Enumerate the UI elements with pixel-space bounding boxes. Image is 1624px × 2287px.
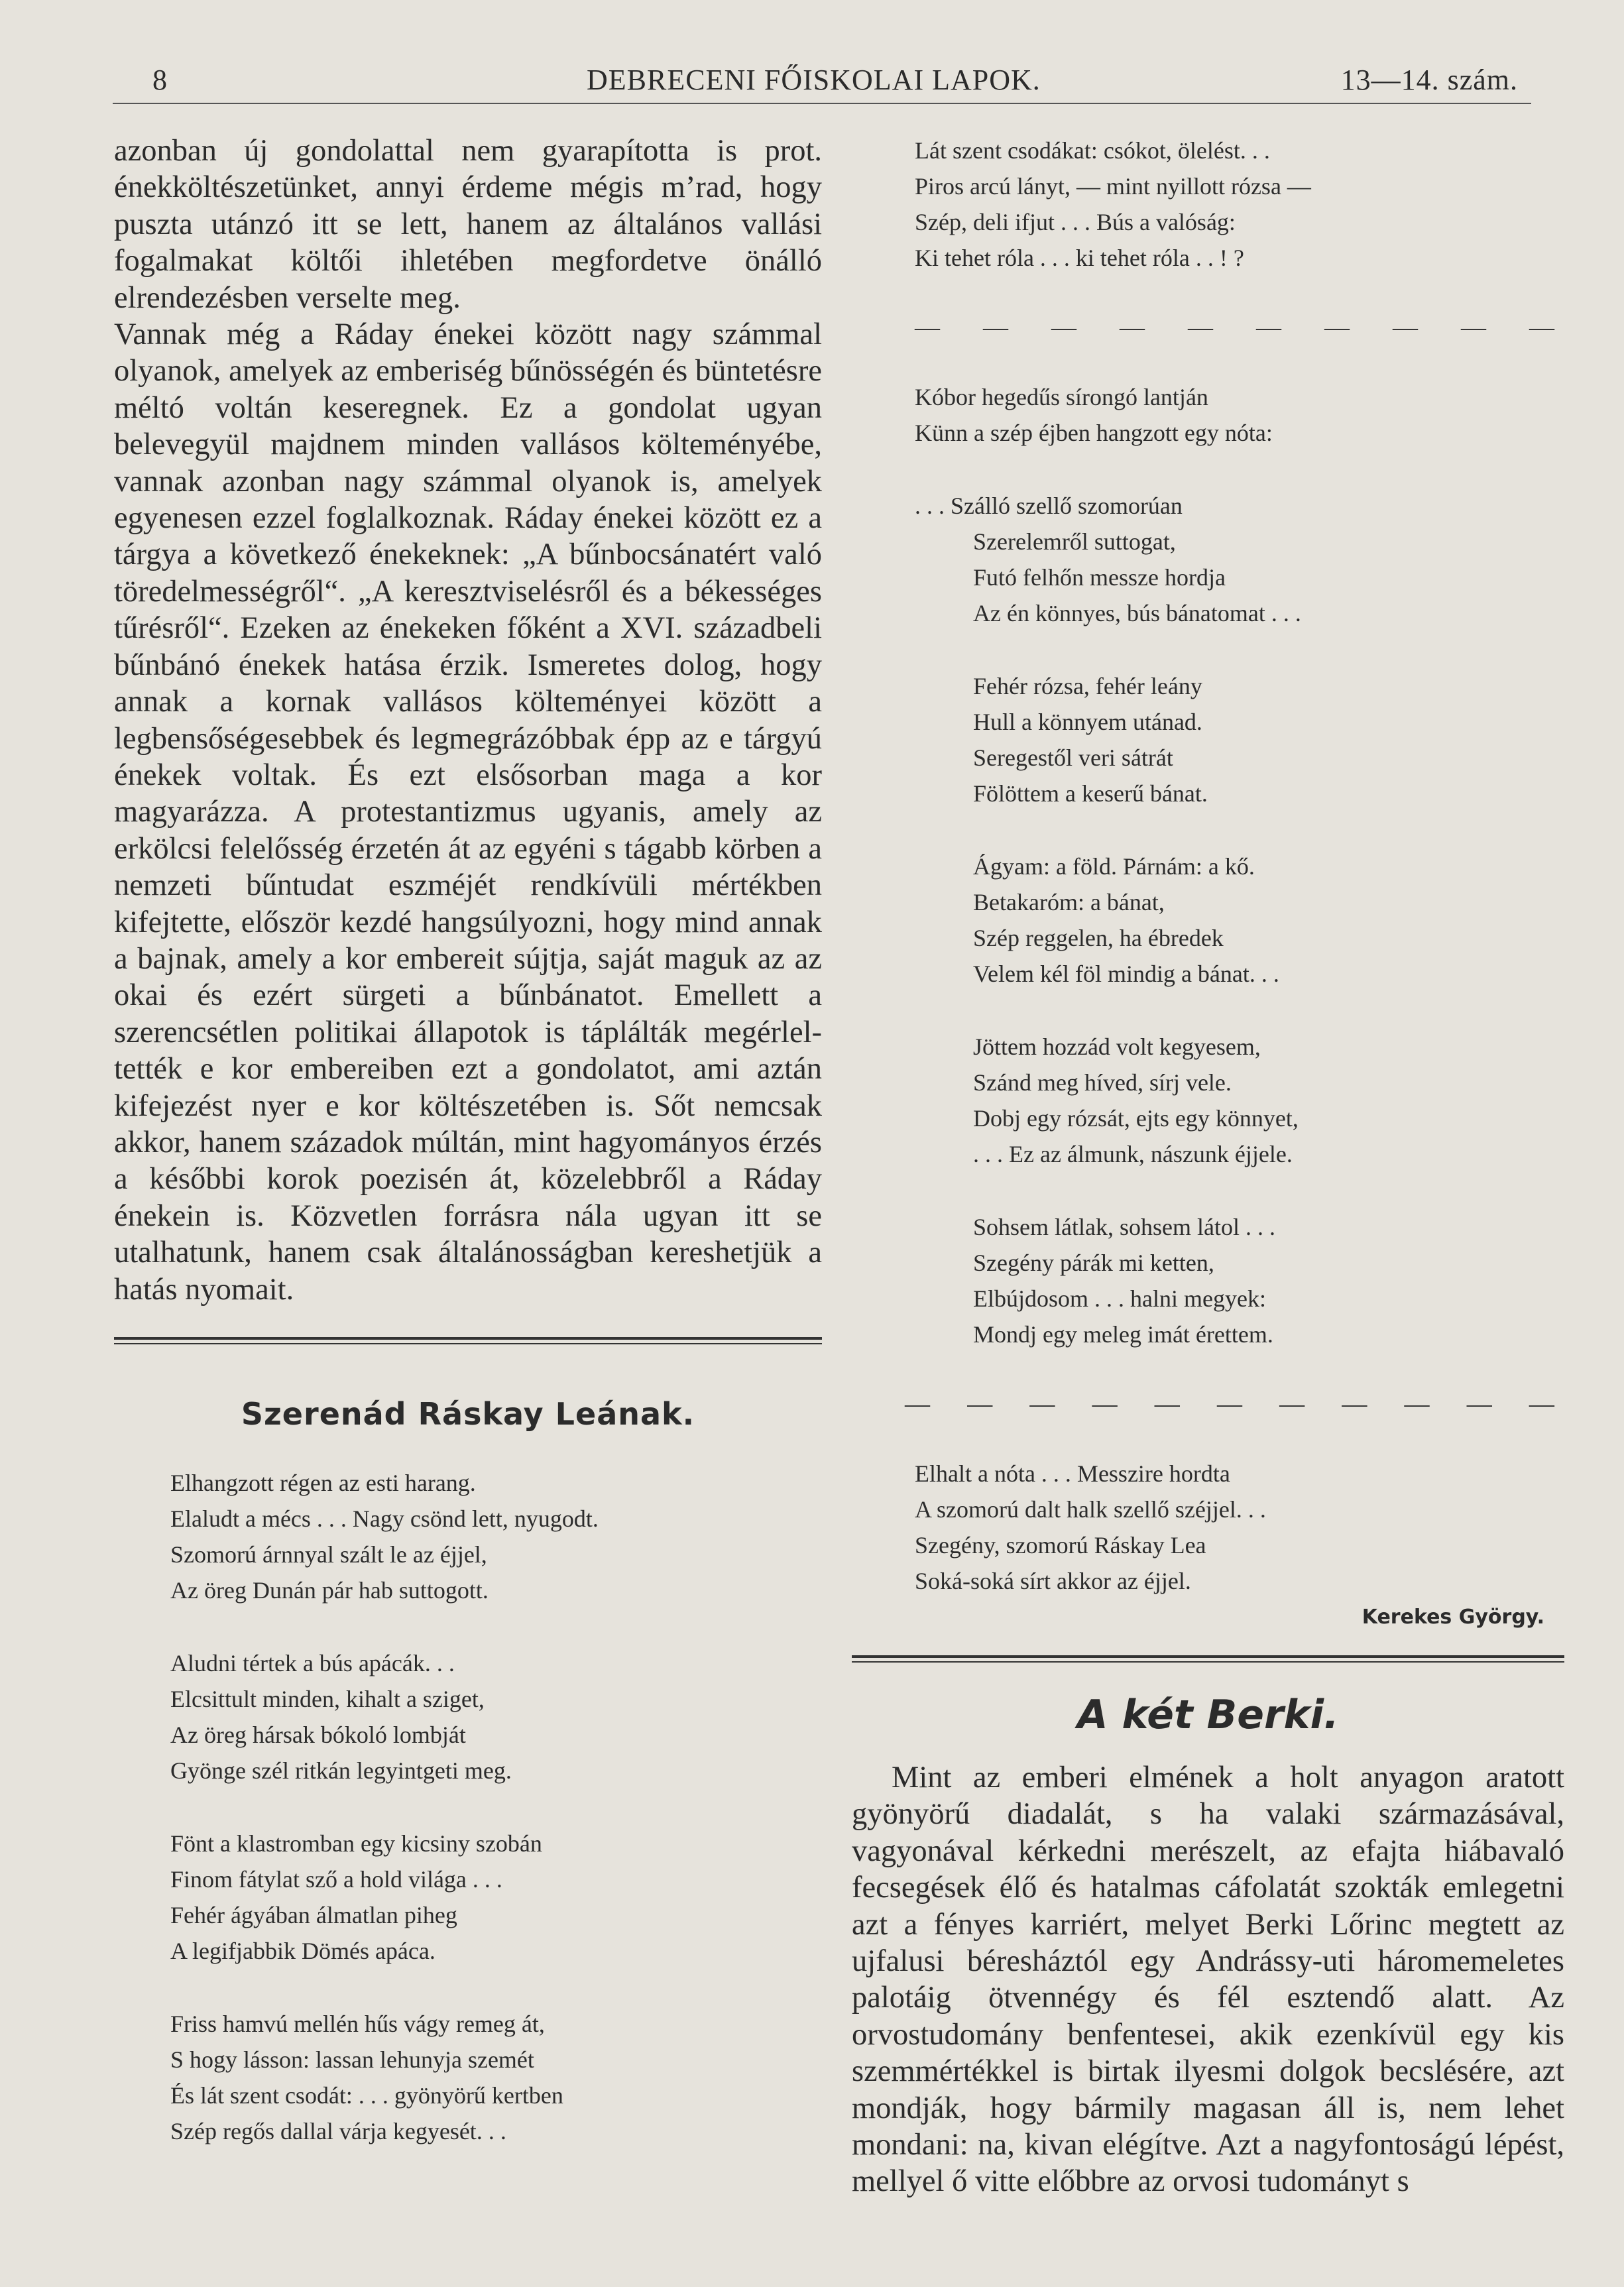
essay-paragraph: azonban új gondolattal nem gyarapította is prot. énekköltészetünket, annyi érdeme mégis m’rad, hogy puszta utánzó itt se lett, hanem az általános vallási fogalmakat költői ihletében megfordetve önálló elrendezésben verselte meg. (114, 134, 822, 315)
poem-stanza (170, 1465, 822, 1608)
dash: — (1279, 1390, 1305, 1418)
poem-line: Futó felhőn messze hordja (973, 564, 1226, 591)
poem-line: Elhangzott régen az esti harang. (170, 1470, 476, 1496)
poem-line: Künn a szép éjben hangzott egy nóta: (915, 420, 1273, 446)
poem-line: Elbújdosom . . . halni megyek: (973, 1285, 1266, 1312)
poem-line: Szép regős dallal várja kegyesét. . . (170, 2118, 506, 2144)
dash: — (1404, 1390, 1430, 1418)
poem-stanza (170, 1645, 822, 1789)
section-divider (114, 1337, 822, 1344)
poem-stanza (915, 133, 1564, 276)
poem-stanza (852, 488, 1564, 631)
poem-line: Friss hamvú mellén hűs vágy remeg át, (170, 2011, 545, 2037)
poem-line: Gyönge szél ritkán legyintgeti meg. (170, 1757, 512, 1784)
dash: — (1342, 1390, 1367, 1418)
poem-line: Lát szent csodákat: csókot, ölelést. . . (915, 137, 1270, 164)
dash: — (905, 1390, 930, 1418)
dash-separator (852, 1389, 1564, 1419)
page-number: 8 (152, 64, 168, 96)
poem-line: Az én könnyes, bús bánatomat . . . (973, 600, 1301, 626)
poem-line: Szegény, szomorú Ráskay Lea (915, 1532, 1206, 1558)
poem-line: Szomorú árnnyal szált le az éjjel, (170, 1541, 487, 1568)
dash: — (1529, 1390, 1554, 1418)
dash: — (1324, 314, 1350, 341)
poem-line: Szép, deli ifjut . . . Bús a valóság: (915, 209, 1236, 235)
dash: — (1092, 1390, 1118, 1418)
poem-stanza (170, 1826, 822, 1969)
serenade-poem-ending (852, 1456, 1564, 1599)
serenade-poem (114, 1465, 822, 2149)
essay-text (114, 133, 822, 1308)
dash: — (1466, 1390, 1492, 1418)
dash-separator (852, 313, 1564, 342)
poem-line: Kóbor hegedűs sírongó lantján (915, 384, 1208, 410)
page-header (113, 56, 1531, 103)
dash: — (1188, 314, 1213, 341)
dash: — (1461, 314, 1486, 341)
poem-line: Fölöttem a keserű bánat. (973, 780, 1208, 807)
poem-line: Sohsem látlak, sohsem látol . . . (973, 1214, 1275, 1240)
story-text (852, 1759, 1564, 2200)
poem-line: Az öreg hársak bókoló lombját (170, 1722, 466, 1748)
poem-line: Aludni tértek a bús apácák. . . (170, 1650, 455, 1676)
dash: — (1051, 314, 1076, 341)
poem-line: Szegény párák mi ketten, (973, 1250, 1214, 1276)
poem-line: Elaludt a mécs . . . Nagy csönd lett, nyugodt. (170, 1505, 599, 1532)
poem-line: Finom fátylat sző a hold világa . . . (170, 1866, 502, 1893)
poem-stanza (852, 1029, 1564, 1172)
serenade-poem-continued (852, 133, 1564, 276)
poem-line: Piros arcú lányt, — mint nyillott rózsa — (915, 173, 1311, 200)
poem-author: Kerekes György. (1362, 1606, 1544, 1629)
dash: — (1393, 314, 1418, 341)
dash: — (983, 314, 1008, 341)
poem-stanza (852, 379, 1564, 451)
issue-number: 13—14. szám. (1340, 64, 1518, 96)
section-divider (852, 1655, 1564, 1663)
poem-stanza (852, 849, 1564, 992)
poem-line: Mondj egy meleg imát érettem. (973, 1321, 1273, 1348)
poem-line: A szomorú dalt halk szellő széjjel. . . (915, 1496, 1266, 1523)
poem-line: . . . Szálló szellő szomorúan (915, 493, 1183, 519)
poem-line: Fehér rózsa, fehér leány (973, 673, 1202, 699)
poem-line: Dobj egy rózsát, ejts egy könnyet, (973, 1105, 1299, 1132)
left-column (114, 133, 822, 2186)
story-paragraph: Mint az emberi elmének a holt anyagon aratott gyönyörű diadalát, s ha valaki származásával, vagyonával kérkedni merészelt, az efajta hiábavaló fecsegések élő és hatalmas cáfolatát szokták emlegetni azt a fényes karriért, melyet Berki Lőrinc megtett az ujfalusi béresháztól egy Andrássy-uti háromemeletes palotáig ötvennégy és fél esztendő alatt. Az orvostudomány benfentesei, akik ezenkívül egy kis szemmértékkel is birtak ilyesmi dolgok becslésére, azt mondják, hogy bármily magasan áll is, nem lehet mondani: na, kivan elégítve. Azt a nagyfontoságú lépést, mellyel ő vitte előbbre az orvosi tudományt s (852, 1761, 1564, 2199)
essay-paragraph: Vannak még a Ráday énekei között nagy számmal olyanok, amelyek az emberiség bűnösségén és büntetésre méltó voltán keseregnek. Ez a gondolat ugyan belevegyül majdnem minden vallásos költeményébe, vannak azonban nagy számmal olyanok is, amelyek egyenesen ezzel foglalkoznak. Ráday énekei között ez a tárgya a következő énekeknek: „A bűnbocsánatért való töredelmességről“. „A keresztviselésről és a békességes tűrésről“. Ezeken az énekeken főként a XVI. századbeli bűnbánó énekek hatása érzik. Ismeretes dolog, hogy annak a kornak vallásos költeményei között a legbensőségesebbek és legmegrázóbbak épp az e tárgyú énekek voltak. És ezt elsősorban maga a kor magyarázza. A protestantizmus ugyanis, amely az erkölcsi felelősség érzetén át az egyéni s tágabb körben a nemzeti bűntudat eszméjét rendkívüli mértékben kifejtette, először kezdé hangsúlyozni, hogy mind annak a bajnak, amely a kor embereit sújtja, saját maguk az az okai és ezért sürgeti a bűnbánatot. Emellett a szerencsétlen politikai állapotok is táplálták megérlel-tették e kor embereiben ezt a gondolatot, ami aztán kifejezést nyer e kor költészetében is. Sőt nemcsak akkor, hanem századok múltán, mint hagyományos érzés a későbbi korok poezisén át, közelebbről a Ráday énekein is. Közvetlen forrásra nála ugyan itt se utalhatunk, hanem csak általánosságban kereshetjük a hatás nyomait. (114, 318, 822, 1307)
journal-title: DEBRECENI FŐISKOLAI LAPOK. (587, 64, 1041, 96)
poem-line: Szép reggelen, ha ébredek (973, 925, 1224, 951)
poem-line: Ágyam: a föld. Párnám: a kő. (973, 853, 1255, 880)
dash: — (1216, 1390, 1242, 1418)
poem-stanza (170, 2006, 822, 2149)
story-title: A két Berki. (1077, 1692, 1339, 1738)
header-rule (113, 103, 1531, 104)
poem-line: Ki tehet róla . . . ki tehet róla . . ! ? (915, 245, 1244, 271)
dash: — (1120, 314, 1145, 341)
dash: — (915, 314, 940, 341)
poem-line: A legifjabbik Dömés apáca. (170, 1938, 435, 1964)
serenade-poem-song (852, 379, 1564, 1352)
poem-line: Soká-soká sírt akkor az éjjel. (915, 1568, 1191, 1594)
poem-line: Betakaróm: a bánat, (973, 889, 1165, 915)
poem-stanza (852, 1209, 1564, 1352)
poem-stanza (915, 1456, 1564, 1599)
poem-line: S hogy lásson: lassan lehunyja szemét (170, 2046, 534, 2073)
poem-line: Jöttem hozzád volt kegyesem, (973, 1033, 1261, 1060)
dash: — (1256, 314, 1281, 341)
poem-line: Elcsittult minden, kihalt a sziget, (170, 1686, 485, 1712)
dash: — (967, 1390, 993, 1418)
poem-line: Az öreg Dunán pár hab suttogott. (170, 1577, 489, 1604)
poem-line: Fehér ágyában álmatlan piheg (170, 1902, 457, 1928)
poem-line: Szánd meg híved, sírj vele. (973, 1069, 1232, 1096)
dash: — (1029, 1390, 1055, 1418)
poem-stanza (852, 668, 1564, 811)
dash: — (1154, 1390, 1180, 1418)
poem-line: Szerelemről suttogat, (973, 528, 1176, 555)
poem-line: Fönt a klastromban egy kicsiny szobán (170, 1830, 542, 1857)
dash: — (1529, 314, 1554, 341)
poem-line: . . . Ez az álmunk, nászunk éjjele. (973, 1141, 1293, 1167)
poem-line: És lát szent csodát: . . . gyönyörű kertben (170, 2082, 563, 2109)
poem-line: Seregestől veri sátrát (973, 744, 1173, 771)
serenade-title: Szerenád Ráskay Leának. (241, 1396, 695, 1432)
poem-line: Elhalt a nóta . . . Messzire hordta (915, 1460, 1230, 1487)
right-column (852, 133, 1564, 2200)
poem-line: Hull a könnyem utánad. (973, 709, 1202, 735)
poem-line: Velem kél föl mindig a bánat. . . (973, 961, 1279, 987)
